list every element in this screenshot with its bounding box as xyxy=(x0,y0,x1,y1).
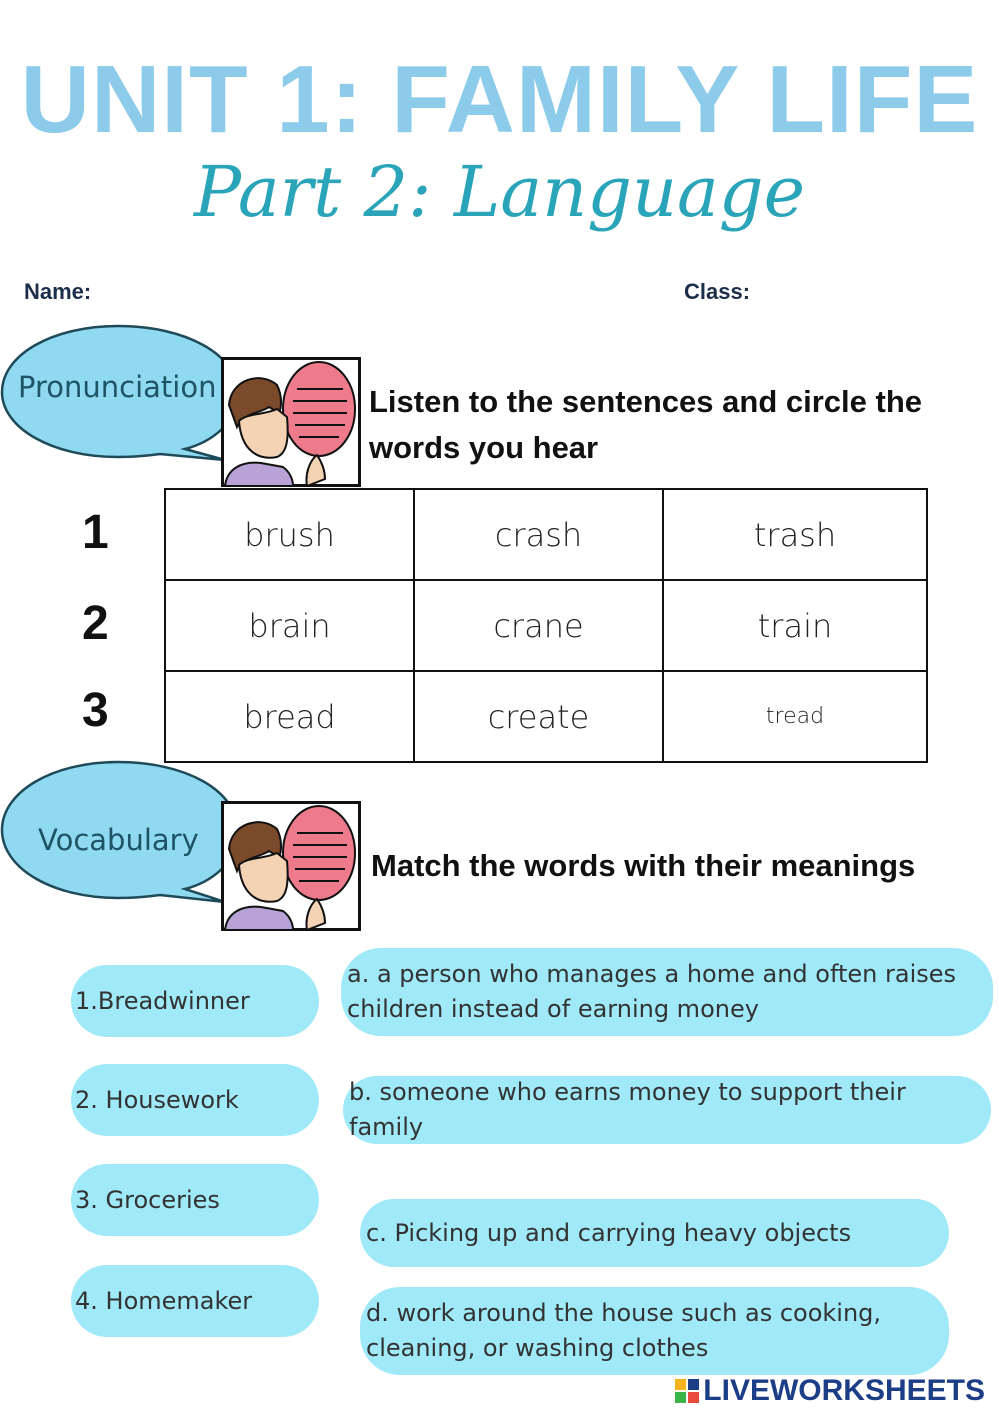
vocab-meaning-b[interactable]: b. someone who earns money to support their family xyxy=(343,1076,991,1144)
vocab-word-4[interactable]: 4. Homemaker xyxy=(71,1265,319,1337)
word-option[interactable]: brain xyxy=(165,580,414,671)
vocab-word-3[interactable]: 3. Groceries xyxy=(71,1164,319,1236)
row-number: 1 xyxy=(82,506,109,559)
vocabulary-instruction: Match the words with their meanings xyxy=(371,848,916,883)
speaking-person-icon xyxy=(221,357,361,487)
word-option[interactable]: create xyxy=(414,671,663,762)
row-number: 2 xyxy=(82,597,109,650)
class-label: Class: xyxy=(684,279,751,304)
pronunciation-word-table xyxy=(164,488,928,763)
page-subtitle: Part 2: Language xyxy=(193,151,806,233)
table-row xyxy=(165,580,927,671)
logo-text: LIVEWORKSHEETS xyxy=(703,1374,985,1407)
vocab-meaning-d[interactable]: d. work around the house such as cooking, cleaning, or washing clothes xyxy=(360,1287,949,1375)
vocab-word-2[interactable]: 2. Housework xyxy=(71,1064,319,1136)
vocab-meaning-c[interactable]: c. Picking up and carrying heavy objects xyxy=(360,1199,949,1267)
word-option[interactable]: brush xyxy=(165,489,414,580)
speaking-person-icon xyxy=(221,801,361,931)
vocab-word-1[interactable]: 1.Breadwinner xyxy=(71,965,319,1037)
word-option[interactable]: tread xyxy=(663,671,927,762)
word-option[interactable]: trash xyxy=(663,489,927,580)
vocabulary-label: Vocabulary xyxy=(38,823,199,857)
page-title: UNIT 1: FAMILY LIFE xyxy=(20,46,979,153)
row-number: 3 xyxy=(82,684,109,737)
pronunciation-label: Pronunciation xyxy=(18,370,217,404)
liveworksheets-logo[interactable] xyxy=(675,1374,985,1408)
word-option[interactable]: train xyxy=(663,580,927,671)
table-row xyxy=(165,489,927,580)
word-option[interactable]: crash xyxy=(414,489,663,580)
pronunciation-instruction: Listen to the sentences and circle the words you hear xyxy=(369,384,922,465)
vocab-meaning-a[interactable]: a. a person who manages a home and often raises children instead of earning money xyxy=(341,948,993,1036)
word-option[interactable]: bread xyxy=(165,671,414,762)
liveworksheets-logo-icon xyxy=(675,1379,699,1403)
name-label: Name: xyxy=(24,279,92,304)
word-option[interactable]: crane xyxy=(414,580,663,671)
table-row xyxy=(165,671,927,762)
